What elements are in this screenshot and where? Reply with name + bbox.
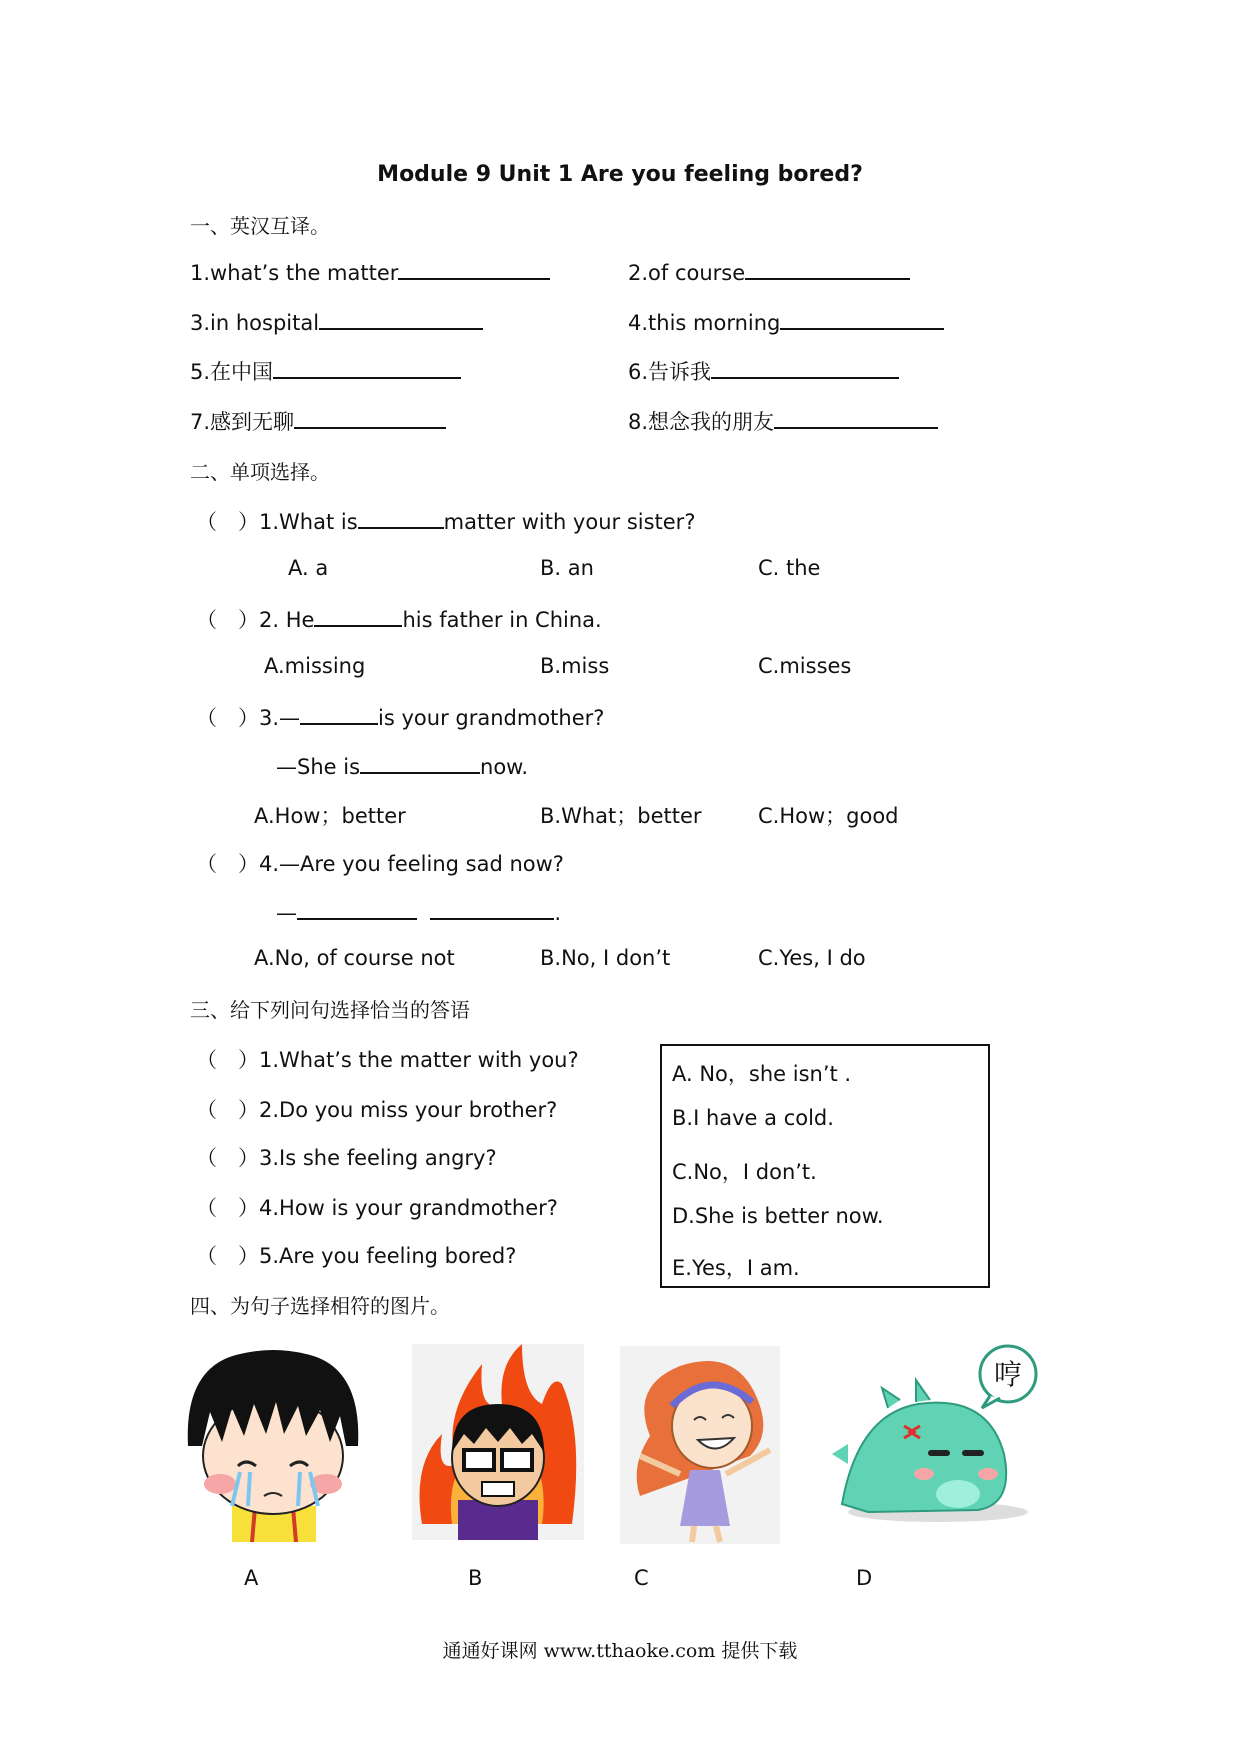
s1-item-4: 4.this morning (628, 308, 944, 335)
picture-label-b: B (468, 1566, 483, 1590)
picture-label-d: D (856, 1566, 873, 1590)
s1-item-1: 1.what’s the matter (190, 258, 550, 285)
s2-q1-option-a: A. a (288, 556, 329, 580)
answer-paren[interactable]: （ ） (196, 1048, 259, 1072)
section-4-heading: 四、为句子选择相符的图片。 (190, 1294, 450, 1318)
answer-paren[interactable]: （ ） (196, 1146, 259, 1170)
grumpy-dinosaur-picture (828, 1334, 1050, 1524)
answer-option-a: A. No，she isn’t . (672, 1062, 852, 1086)
s2-q3-option-c: C.How；good (758, 804, 899, 828)
crying-girl-picture (180, 1346, 366, 1542)
answer-paren[interactable]: （ ） (196, 608, 259, 632)
footer-source: 通通好课网 www.tthaoke.com 提供下载 (442, 1640, 798, 1662)
answer-option-b: B.I have a cold. (672, 1106, 834, 1130)
s3-question-2: （ ）2.Do you miss your brother? (196, 1098, 558, 1122)
s2-q2-option-c: C.misses (758, 654, 852, 678)
s1-item-6: 6.告诉我 (628, 356, 899, 386)
s1-item-7: 7.感到无聊 (190, 406, 446, 436)
section-1-heading: 一、英汉互译。 (190, 214, 330, 238)
s1-item-8: 8.想念我的朋友 (628, 406, 938, 436)
answer-paren[interactable]: （ ） (196, 510, 259, 534)
s2-q1-option-c: C. the (758, 556, 821, 580)
answer-paren[interactable]: （ ） (196, 1098, 259, 1122)
s2-q3-option-b: B.What；better (540, 804, 702, 828)
section-3-heading: 三、给下列问句选择恰当的答语 (190, 998, 470, 1022)
s2-q4-option-b: B.No, I don’t (540, 946, 671, 970)
section-2-heading: 二、单项选择。 (190, 460, 330, 484)
answer-paren[interactable]: （ ） (196, 852, 259, 876)
s3-question-1: （ ）1.What’s the matter with you? (196, 1048, 579, 1072)
s2-q4-option-c: C.Yes, I do (758, 946, 866, 970)
answer-paren[interactable]: （ ） (196, 1196, 259, 1220)
s1-item-5: 5.在中国 (190, 356, 461, 386)
s2-question-4: （ ）4.—Are you feeling sad now? (196, 852, 564, 876)
s2-q1-option-b: B. an (540, 556, 594, 580)
answer-option-e: E.Yes，I am. (672, 1256, 800, 1280)
s2-q4-reply: — . (276, 898, 561, 925)
s2-q3-reply: —She is now. (276, 752, 528, 779)
s2-q4-option-a: A.No, of course not (254, 946, 455, 970)
answer-option-c: C.No，I don’t. (672, 1160, 817, 1184)
happy-girl-picture (620, 1346, 780, 1544)
s2-q3-option-a: A.How；better (254, 804, 406, 828)
s2-question-1: （ ）1.What is matter with your sister? (196, 506, 695, 536)
s1-item-3: 3.in hospital (190, 308, 483, 335)
s3-question-5: （ ）5.Are you feeling bored? (196, 1244, 517, 1268)
s2-question-3: （ ）3.— is your grandmother? (196, 702, 604, 732)
s3-question-3: （ ）3.Is she feeling angry? (196, 1146, 497, 1170)
answer-paren[interactable]: （ ） (196, 706, 259, 730)
picture-label-c: C (634, 1566, 649, 1590)
answer-paren[interactable]: （ ） (196, 1244, 259, 1268)
s1-item-2: 2.of course (628, 258, 910, 285)
bubble-text: 哼 (993, 1358, 1023, 1391)
s3-question-4: （ ）4.How is your grandmother? (196, 1196, 558, 1220)
s2-q2-option-b: B.miss (540, 654, 610, 678)
picture-label-a: A (244, 1566, 259, 1590)
page-title: Module 9 Unit 1 Are you feeling bored? (377, 162, 863, 187)
answer-options-box (660, 1044, 990, 1288)
s2-question-2: （ ）2. He his father in China. (196, 604, 602, 634)
s2-q2-option-a: A.missing (264, 654, 366, 678)
angry-boy-fire-picture (412, 1344, 584, 1540)
answer-option-d: D.She is better now. (672, 1204, 884, 1228)
